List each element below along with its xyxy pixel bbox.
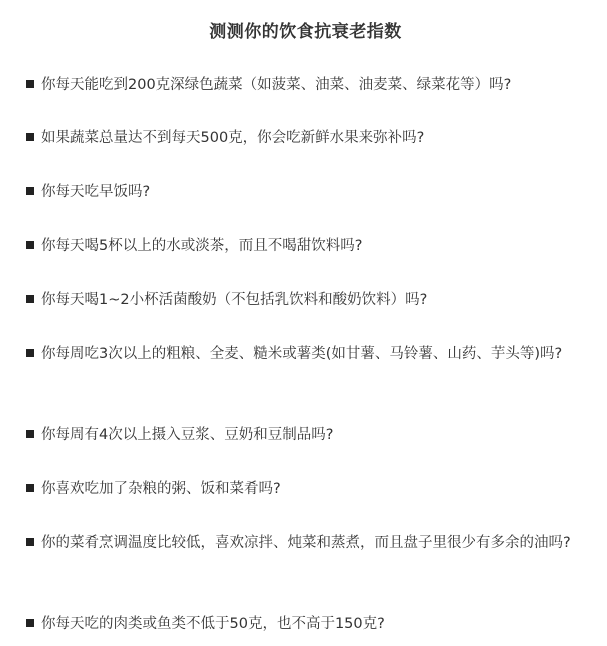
list-item (26, 179, 587, 205)
square-bullet-icon (26, 619, 34, 627)
square-bullet-icon (26, 538, 34, 546)
question-text: 你喜欢吃加了杂粮的粥、饭和菜肴吗? (41, 481, 281, 497)
square-bullet-icon (26, 133, 34, 141)
question-text: 你每周有4次以上摄入豆浆、豆奶和豆制品吗? (41, 427, 334, 443)
square-bullet-icon (26, 349, 34, 357)
question-text: 你每天喝1~2小杯活菌酸奶（不包括乳饮料和酸奶饮料）吗? (41, 292, 428, 308)
list-item (26, 341, 587, 367)
question-text: 你每天喝5杯以上的水或淡茶，而且不喝甜饮料吗? (41, 238, 363, 254)
question-text: 你每天吃早饭吗? (41, 184, 151, 200)
question-text: 你每周吃3次以上的粗粮、全麦、糙米或薯类(如甘薯、马铃薯、山药、芋头等)吗? (41, 346, 563, 362)
square-bullet-icon (26, 484, 34, 492)
list-item (26, 287, 587, 313)
question-text: 如果蔬菜总量达不到每天500克，你会吃新鲜水果来弥补吗? (41, 130, 425, 146)
list-item (26, 476, 587, 502)
page-title: 测测你的饮食抗衰老指数 (209, 22, 402, 42)
question-text: 你每天能吃到200克深绿色蔬菜（如菠菜、油菜、油麦菜、绿菜花等）吗? (41, 77, 512, 93)
list-item (26, 125, 587, 151)
square-bullet-icon (26, 430, 34, 438)
square-bullet-icon (26, 80, 34, 88)
square-bullet-icon (26, 241, 34, 249)
list-item (26, 233, 587, 259)
square-bullet-icon (26, 295, 34, 303)
list-item (26, 422, 587, 448)
square-bullet-icon (26, 187, 34, 195)
list-item (26, 611, 587, 637)
question-text: 你每天吃的肉类或鱼类不低于50克，也不高于150克? (41, 616, 385, 632)
question-text: 你的菜肴烹调温度比较低，喜欢凉拌、炖菜和蒸煮，而且盘子里很少有多余的油吗? (41, 535, 571, 551)
list-item (26, 72, 587, 98)
list-item (26, 530, 587, 556)
